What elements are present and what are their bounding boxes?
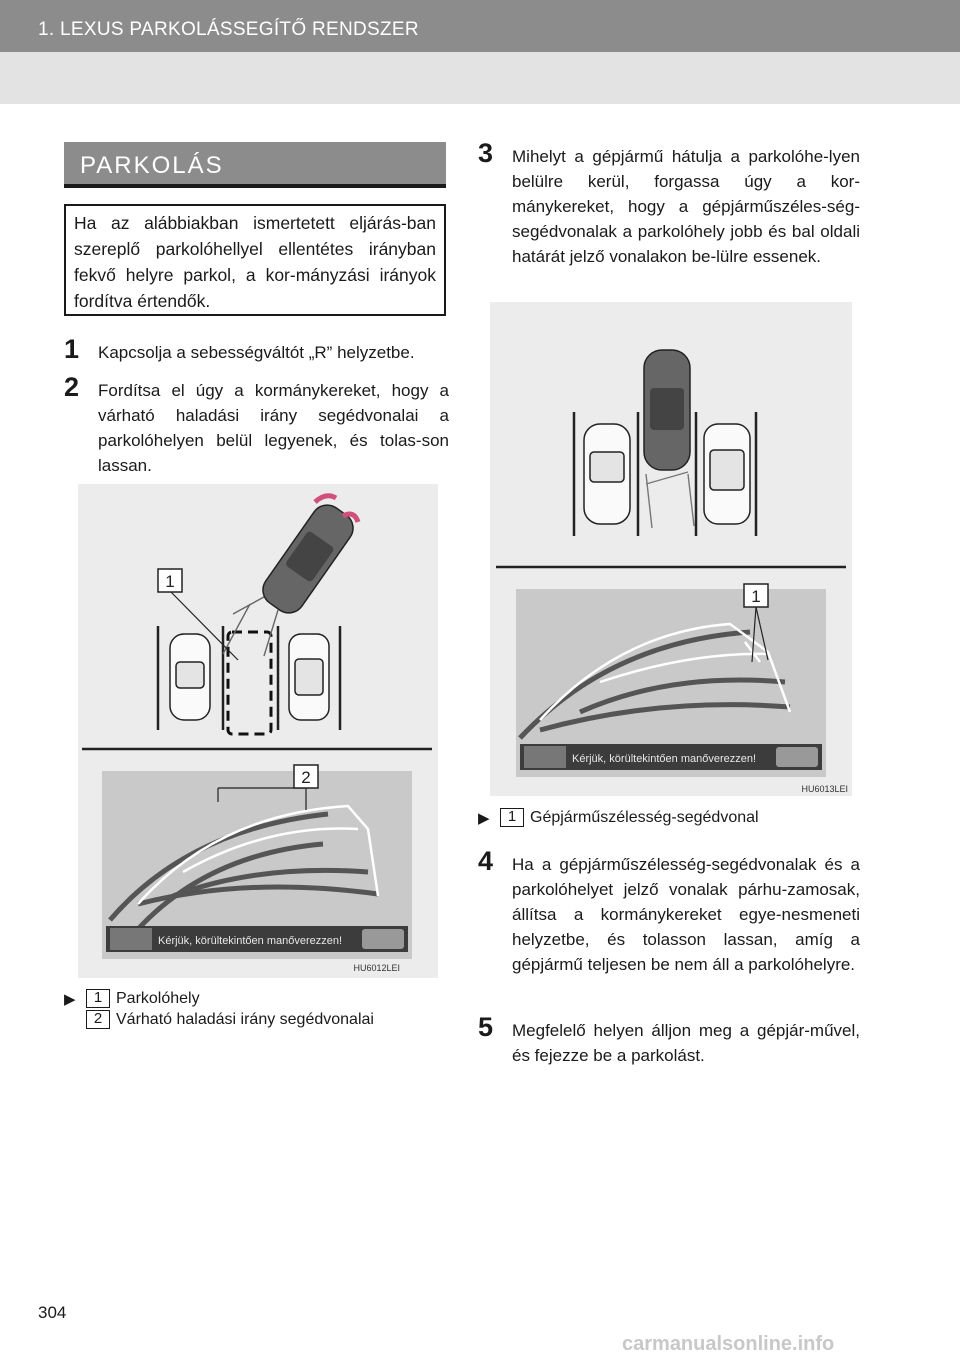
- note-text: Ha az alábbiakban ismertetett eljárás-ban szereplő parkolóhellyel ellentétes irányban fekvő helyre parkol, a kor-mányzási irányok fordítva értendők.: [74, 213, 436, 311]
- figure-1-code: HU6012LEI: [353, 963, 400, 973]
- step-3-number: 3: [478, 138, 494, 168]
- arrow-right-icon: ▶: [478, 810, 490, 827]
- step-2-text: Fordítsa el úgy a kormánykereket, hogy a várható haladási irány segédvonalai a parkolóhelyen belül legyenek, és tolas-son lassan.: [98, 381, 449, 475]
- figure-1-illustration: [78, 484, 438, 978]
- figure-vehicle-width-guide: [490, 302, 852, 796]
- header-band: [0, 52, 960, 104]
- figure-1-callout-1: 1: [165, 572, 175, 591]
- step-1-text: Kapcsolja a sebességváltót „R” helyzetbe.: [98, 343, 415, 362]
- legend-label: Várható haladási irány segédvonalai: [116, 1011, 374, 1028]
- legend-number: 2: [86, 1010, 110, 1029]
- step-4-number: 4: [478, 846, 494, 876]
- legend-number: 1: [500, 808, 524, 827]
- figure-1-callout-2: 2: [301, 768, 311, 787]
- step-5-text: Megfelelő helyen álljon meg a gépjár-művel, és fejezze be a parkolást.: [512, 1021, 860, 1065]
- section-title: PARKOLÁS: [80, 152, 224, 179]
- legend-number: 1: [86, 989, 110, 1008]
- step-1: [64, 334, 449, 365]
- note-box: [64, 204, 446, 316]
- figure-parking-space: [78, 484, 438, 978]
- step-3-text: Mihelyt a gépjármű hátulja a parkolóhe-lyen belülre kerül, forgassa úgy a kor-mánykereket, hogy a gépjárműszéles-ség-segédvonalak a parkolóhely jobb és bal oldali határát jelző vonalakon be-lülre essenek.: [512, 147, 860, 266]
- figure-2-callout-1: 1: [751, 587, 761, 606]
- step-5: [478, 1012, 860, 1068]
- legend-label: Parkolóhely: [116, 990, 200, 1007]
- watermark: carmanualsonline.info: [622, 1333, 835, 1355]
- step-2-number: 2: [64, 372, 80, 402]
- step-4: [478, 846, 860, 977]
- step-4-text: Ha a gépjárműszélesség-segédvonalak és a parkolóhelyet jelző vonalak párhu-zamosak, állítsa a kormánykereket egye-nesmeneti helyzetbe, és tolasson lassan, amíg a gépjármű teljesen be nem áll a parkolóhelyre.: [512, 855, 860, 974]
- page-number: 304: [38, 1303, 67, 1322]
- step-1-number: 1: [64, 334, 80, 364]
- header-title: 1. LEXUS PARKOLÁSSEGÍTŐ RENDSZER: [38, 19, 419, 40]
- step-2: [64, 372, 449, 478]
- figure-2-screen-message: Kérjük, körültekintően manőverezzen!: [572, 753, 757, 765]
- step-5-number: 5: [478, 1012, 494, 1042]
- arrow-right-icon: ▶: [64, 991, 76, 1008]
- section-title-bar: [64, 142, 446, 188]
- figure-2-code: HU6013LEI: [801, 784, 848, 794]
- figure-1-screen-message: Kérjük, körültekintően manőverezzen!: [158, 935, 343, 947]
- header-bar: [0, 0, 960, 52]
- legend-label: Gépjárműszélesség-segédvonal: [530, 809, 759, 826]
- step-3: [478, 138, 860, 269]
- figure-2-illustration: [490, 302, 852, 796]
